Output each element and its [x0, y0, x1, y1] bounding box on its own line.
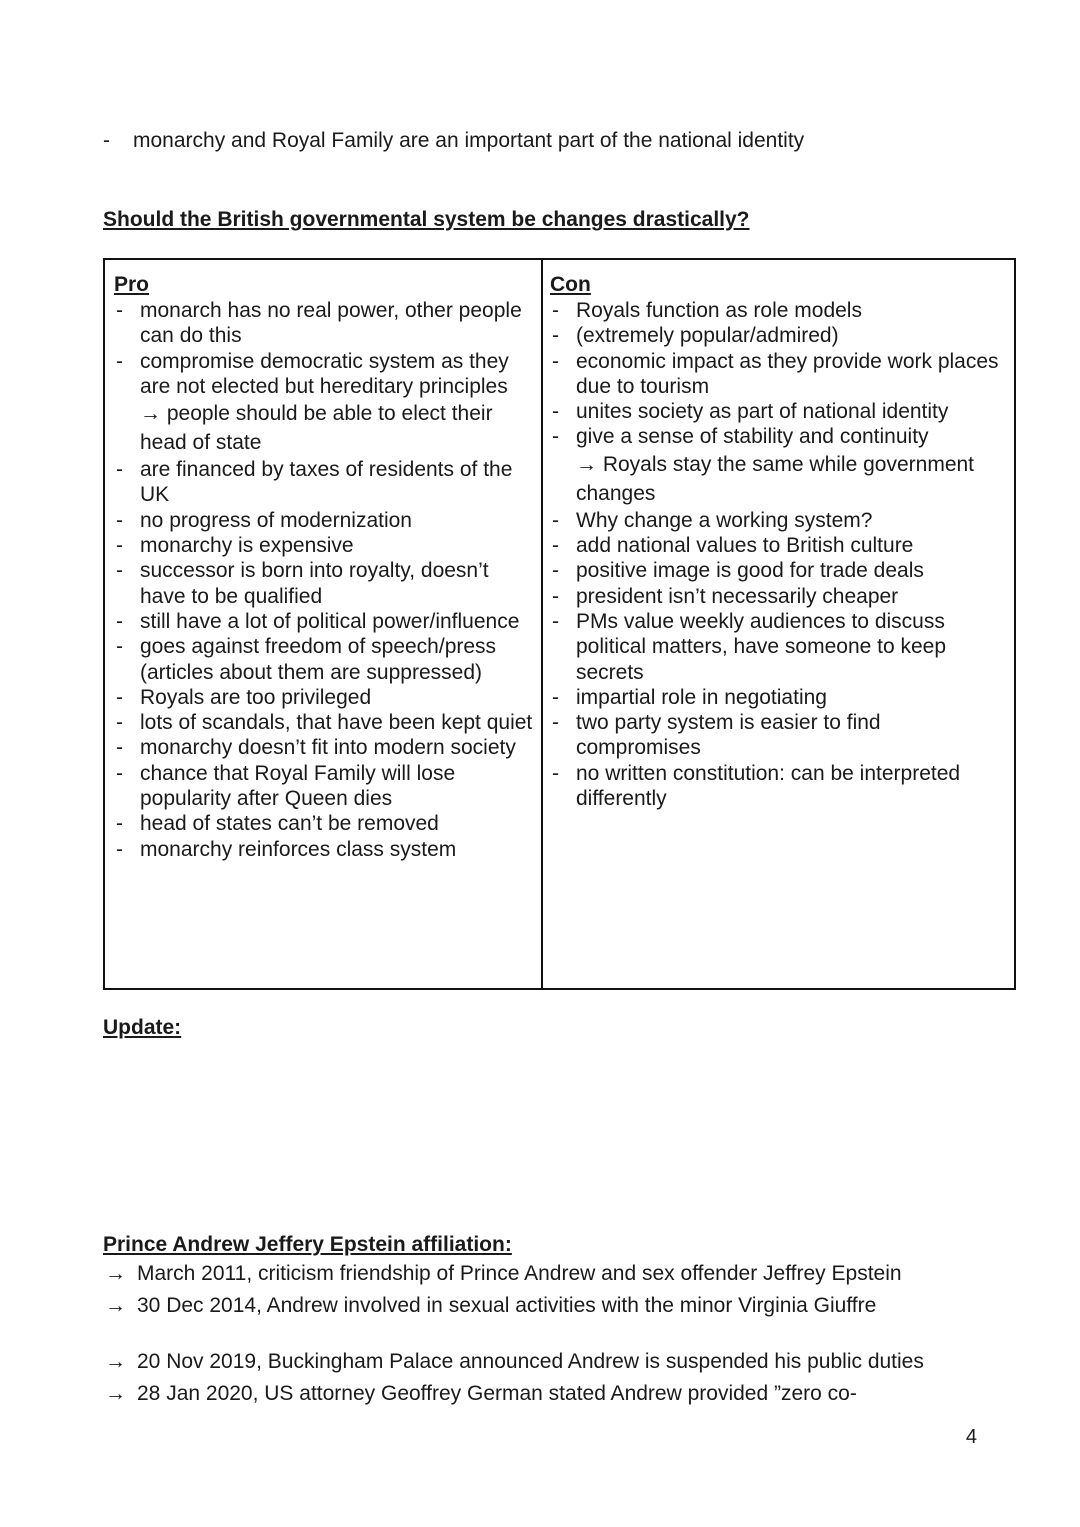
arrow-icon: → — [105, 1294, 126, 1317]
bullet-dash: - — [116, 635, 123, 659]
con-item-text: Royals function as role models — [576, 299, 862, 322]
timeline-entry-text: 28 Jan 2020, US attorney Geoffrey German stated Andrew provided ”zero co- — [137, 1382, 857, 1405]
arrow-icon: → — [105, 1350, 126, 1373]
con-item-text: positive image is good for trade deals — [576, 559, 924, 583]
bullet-dash: - — [116, 761, 123, 785]
pro-item — [114, 811, 534, 836]
bullet-dash: - — [552, 425, 559, 449]
con-item-text: economic impact as they provide work places due to tourism — [576, 349, 999, 398]
con-item — [550, 424, 1005, 449]
pro-item-subnote: → people should be able to elect their head of state — [140, 402, 493, 455]
pro-item — [114, 710, 534, 735]
bullet-dash: - — [116, 736, 123, 760]
con-item — [550, 685, 1005, 710]
timeline-entry-text: 30 Dec 2014, Andrew involved in sexual activities with the minor Virginia Giuffre — [137, 1294, 877, 1317]
con-item-text: impartial role in negotiating — [576, 685, 827, 709]
timeline-entry — [103, 1346, 924, 1378]
bullet-dash: - — [116, 812, 123, 836]
con-item-text: Why change a working system? — [576, 508, 873, 532]
bullet-dash: - — [116, 458, 123, 482]
bullet-dash: - — [552, 761, 559, 785]
con-item — [550, 609, 1005, 685]
con-item — [550, 349, 1005, 400]
pro-item-text: head of states can’t be removed — [140, 812, 439, 836]
con-item — [550, 508, 1005, 533]
timeline-entry — [103, 1290, 902, 1322]
intro-bullet-text: monarchy and Royal Family are an important part of the national identity — [133, 129, 805, 152]
con-item — [550, 584, 1005, 609]
pro-item — [114, 837, 534, 862]
con-item-text: no written constitution: can be interpreted differently — [576, 761, 961, 811]
bullet-dash: - — [116, 559, 123, 583]
con-item-text: two party system is easier to find compromises — [576, 711, 881, 760]
con-column — [550, 272, 1005, 811]
pro-item — [114, 349, 534, 400]
bullet-dash: - — [552, 324, 559, 348]
con-item-text: president isn’t necessarily cheaper — [576, 584, 899, 608]
pro-item — [114, 533, 534, 558]
arrow-icon: → — [105, 1262, 126, 1285]
timeline-entry-text: 20 Nov 2019, Buckingham Palace announced Andrew is suspended his public duties — [137, 1350, 924, 1373]
pro-item-text: monarchy doesn’t fit into modern society — [140, 736, 516, 760]
bullet-dash: - — [552, 534, 559, 558]
pro-item-text: no progress of modernization — [140, 508, 412, 532]
con-item-text: add national values to British culture — [576, 534, 914, 558]
pro-item — [114, 685, 534, 710]
pro-item-text: are financed by taxes of residents of the UK — [140, 458, 513, 507]
con-item-text: unites society as part of national identity — [576, 400, 949, 424]
pro-item-text: still have a lot of political power/influence — [140, 609, 520, 633]
epstein-timeline-2 — [103, 1346, 924, 1410]
bullet-dash: - — [552, 609, 559, 633]
pro-item-text: compromise democratic system as they are not elected but hereditary principles — [140, 349, 509, 398]
pro-con-table — [103, 258, 1016, 990]
pro-item — [114, 508, 534, 533]
pro-item-text: Royals are too privileged — [140, 685, 372, 709]
bullet-dash: - — [116, 349, 123, 373]
con-item — [550, 558, 1005, 583]
con-item — [550, 399, 1005, 424]
con-item-text: give a sense of stability and continuity — [576, 425, 929, 449]
con-item-text: PMs value weekly audiences to discuss political matters, have someone to keep secrets — [576, 609, 947, 684]
con-item — [550, 761, 1005, 812]
pro-item-text: monarchy is expensive — [140, 534, 354, 558]
timeline-entry — [103, 1258, 902, 1290]
bullet-dash: - — [552, 299, 559, 322]
pro-item-text: successor is born into royalty, doesn’t have to be qualified — [140, 559, 489, 608]
con-list — [550, 298, 1005, 811]
bullet-dash: - — [552, 400, 559, 424]
con-item — [550, 533, 1005, 558]
bullet-dash: - — [116, 837, 123, 861]
con-header: Con — [550, 273, 591, 296]
pro-item-text: chance that Royal Family will lose popularity after Queen dies — [140, 761, 456, 811]
con-item-subnote: → Royals stay the same while government changes — [576, 452, 975, 505]
pro-column — [114, 272, 534, 862]
section-title: Should the British governmental system be changes drastically? — [103, 208, 750, 231]
table-divider — [541, 260, 543, 988]
pro-item — [114, 609, 534, 634]
bullet-dash: - — [116, 711, 123, 735]
bullet-dash: - — [116, 685, 123, 709]
bullet-dash: - — [552, 711, 559, 735]
bullet-dash: - — [552, 685, 559, 709]
pro-item — [114, 735, 534, 760]
bullet-dash: - — [116, 609, 123, 633]
con-item — [550, 298, 1005, 323]
pro-item-text: goes against freedom of speech/press (articles about them are suppressed) — [140, 635, 497, 684]
pro-item — [114, 457, 534, 508]
bullet-dash: - — [103, 129, 110, 152]
page-number: 4 — [965, 1426, 977, 1448]
pro-item — [114, 558, 534, 609]
bullet-dash: - — [552, 508, 559, 532]
update-title: Update: — [103, 1016, 182, 1039]
con-item — [550, 710, 1005, 761]
bullet-dash: - — [552, 584, 559, 608]
pro-list — [114, 298, 534, 862]
con-item-text: (extremely popular/admired) — [576, 324, 839, 348]
epstein-title: Prince Andrew Jeffery Epstein affiliation: — [103, 1233, 512, 1256]
timeline-entry — [103, 1378, 924, 1410]
bullet-dash: - — [116, 299, 123, 322]
pro-item — [114, 761, 534, 812]
pro-item-text: monarch has no real power, other people can do this — [140, 299, 522, 348]
bullet-dash: - — [116, 508, 123, 532]
pro-item — [114, 634, 534, 685]
bullet-dash: - — [116, 534, 123, 558]
timeline-entry-text: March 2011, criticism friendship of Prince Andrew and sex offender Jeffrey Epstein — [137, 1262, 902, 1285]
con-item — [550, 323, 1005, 348]
bullet-dash: - — [552, 349, 559, 373]
pro-item-text: monarchy reinforces class system — [140, 837, 457, 861]
arrow-icon: → — [105, 1382, 126, 1405]
pro-item — [114, 298, 534, 349]
epstein-timeline-1 — [103, 1258, 902, 1322]
bullet-dash: - — [552, 559, 559, 583]
pro-header: Pro — [114, 273, 150, 296]
pro-item-text: lots of scandals, that have been kept quiet — [140, 711, 533, 735]
